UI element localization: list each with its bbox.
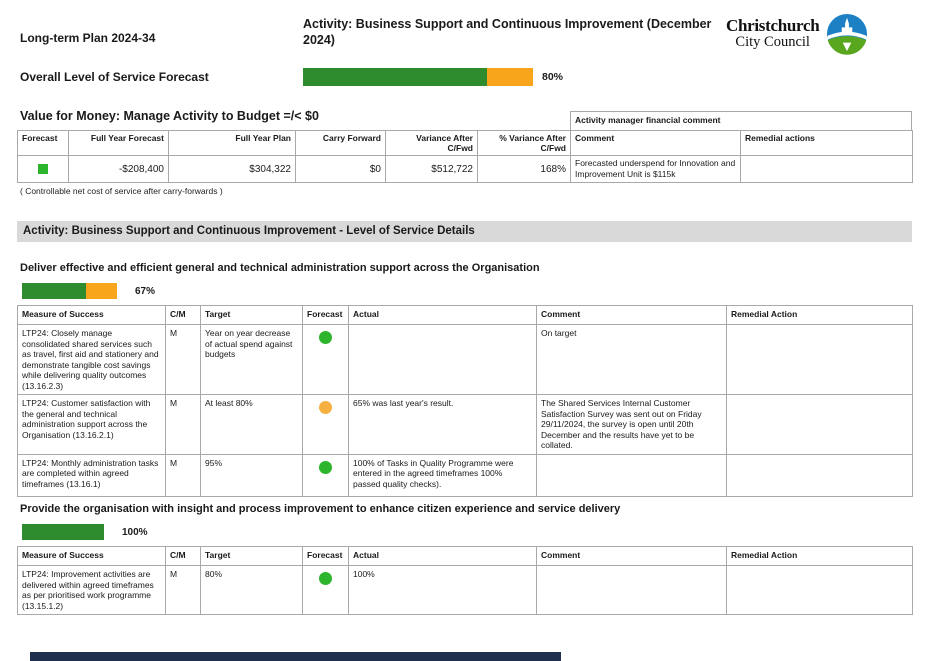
cell-variance-after-cfwd: $512,722 — [386, 156, 478, 183]
forecast-dot-icon — [319, 401, 332, 414]
section-1-heading: Deliver effective and efficient general and technical administration support across the Organisation — [20, 262, 540, 274]
cell-comment — [537, 566, 727, 615]
cell-full-year-plan: $304,322 — [169, 156, 296, 183]
cell-forecast — [303, 566, 349, 615]
los-header-row — [18, 547, 913, 566]
overall-percent-label: 80% — [542, 71, 564, 83]
col-target: Target — [201, 306, 303, 325]
council-logo — [726, 13, 868, 55]
council-logo-text — [726, 17, 819, 50]
col-variance-after-cfwd: Variance After C/Fwd — [386, 131, 478, 156]
cell-cm: M — [166, 325, 201, 395]
section-2-bar-row — [22, 524, 148, 540]
cell-pct-variance-after-cfwd: 168% — [478, 156, 571, 183]
finance-data-row — [18, 156, 913, 183]
activity-title: Activity: Business Support and Continuous Improvement (December 2024) — [303, 17, 712, 47]
cell-remedial-actions — [741, 156, 913, 183]
col-measure-of-success: Measure of Success — [18, 547, 166, 566]
activity-manager-comment-header: Activity manager financial comment — [570, 111, 912, 130]
cell-actual: 65% was last year's result. — [349, 395, 537, 455]
col-comment: Comment — [537, 547, 727, 566]
forecast-dot-icon — [319, 572, 332, 585]
section-1-table — [17, 305, 913, 497]
section-2-percent-label: 100% — [122, 526, 148, 538]
cell-remedial — [727, 325, 913, 395]
cell-remedial — [727, 454, 913, 496]
col-cm: C/M — [166, 306, 201, 325]
col-forecast: Forecast — [303, 306, 349, 325]
cell-target: 95% — [201, 454, 303, 496]
section-2-heading: Provide the organisation with insight and process improvement to enhance citizen experience and service delivery — [20, 503, 621, 515]
cell-carry-forward: $0 — [296, 156, 386, 183]
section-2-table — [17, 546, 913, 615]
cell-measure: LTP24: Closely manage consolidated shared services such as travel, first aid and stationery and demonstrate tangible cost savings while delivering quality outcomes (13.16.2.3) — [18, 325, 166, 395]
cell-cm: M — [166, 454, 201, 496]
section-1-bar-row — [22, 283, 155, 299]
cell-measure: LTP24: Improvement activities are delivered within agreed timeframes as per prioritised work programme (13.15.1.2) — [18, 566, 166, 615]
cell-comment — [537, 454, 727, 496]
finance-header-row — [18, 131, 913, 156]
col-target: Target — [201, 547, 303, 566]
section-1-progress-fill — [22, 283, 86, 299]
measure-row — [18, 454, 913, 496]
col-actual: Actual — [349, 547, 537, 566]
section-2-progress-bar — [22, 524, 104, 540]
cell-cm: M — [166, 395, 201, 455]
col-forecast: Forecast — [18, 131, 69, 156]
cell-cm: M — [166, 566, 201, 615]
col-measure-of-success: Measure of Success — [18, 306, 166, 325]
finance-footnote: ( Controllable net cost of service after carry-forwards ) — [20, 186, 223, 196]
col-remedial-action: Remedial Action — [727, 306, 913, 325]
cell-target: At least 80% — [201, 395, 303, 455]
cell-measure: LTP24: Customer satisfaction with the general and technical administration support across the Organisation (13.16.2.1) — [18, 395, 166, 455]
col-carry-forward: Carry Forward — [296, 131, 386, 156]
col-comment: Comment — [571, 131, 741, 156]
cell-remedial — [727, 395, 913, 455]
next-page-banner-fragment — [30, 652, 561, 661]
los-details-banner: Activity: Business Support and Continuous Improvement - Level of Service Details — [17, 221, 912, 242]
cell-actual: 100% — [349, 566, 537, 615]
finance-table — [17, 130, 913, 183]
measure-row — [18, 566, 913, 615]
col-full-year-plan: Full Year Plan — [169, 131, 296, 156]
col-cm: C/M — [166, 547, 201, 566]
measure-row — [18, 395, 913, 455]
cell-forecast — [303, 454, 349, 496]
section-2-progress-fill — [22, 524, 104, 540]
cell-actual: 100% of Tasks in Quality Programme were entered in the agreed timeframes 100% passed quality checks). — [349, 454, 537, 496]
logo-line1: Christchurch — [726, 16, 820, 36]
cell-comment: On target — [537, 325, 727, 395]
section-1-percent-label: 67% — [135, 285, 156, 297]
plan-title: Long-term Plan 2024-34 — [20, 31, 156, 45]
col-pct-variance-after-cfwd: % Variance After C/Fwd — [478, 131, 571, 156]
cell-measure: LTP24: Monthly administration tasks are completed within agreed timeframes (13.16.1) — [18, 454, 166, 496]
cell-full-year-forecast: -$208,400 — [69, 156, 169, 183]
col-remedial-actions: Remedial actions — [741, 131, 913, 156]
overall-progress-bar — [303, 68, 533, 86]
col-comment: Comment — [537, 306, 727, 325]
forecast-status-square-icon — [38, 164, 48, 174]
col-forecast: Forecast — [303, 547, 349, 566]
value-for-money-title: Value for Money: Manage Activity to Budget =/< $0 — [20, 109, 319, 123]
forecast-dot-icon — [319, 461, 332, 474]
overall-progress-fill — [303, 68, 487, 86]
section-1-progress-bar — [22, 283, 117, 299]
cell-actual — [349, 325, 537, 395]
cell-target: Year on year decrease of actual spend against budgets — [201, 325, 303, 395]
los-header-row — [18, 306, 913, 325]
cell-target: 80% — [201, 566, 303, 615]
overall-los-bar-row — [303, 68, 563, 86]
measure-row — [18, 325, 913, 395]
forecast-dot-icon — [319, 331, 332, 344]
cell-comment: The Shared Services Internal Customer Satisfaction Survey was sent out on Friday 29/11/2024, the survey is open until 20th December and the results have yet to be collated. — [537, 395, 727, 455]
col-full-year-forecast: Full Year Forecast — [69, 131, 169, 156]
cell-remedial — [727, 566, 913, 615]
col-actual: Actual — [349, 306, 537, 325]
cell-forecast-status — [18, 156, 69, 183]
cathedral-circle-icon — [826, 13, 868, 55]
cell-financial-comment: Forecasted underspend for Innovation and Improvement Unit is $115k — [571, 156, 741, 183]
overall-los-label: Overall Level of Service Forecast — [20, 70, 209, 84]
cell-forecast — [303, 325, 349, 395]
cell-forecast — [303, 395, 349, 455]
logo-line2: City Council — [735, 34, 810, 51]
col-remedial-action: Remedial Action — [727, 547, 913, 566]
